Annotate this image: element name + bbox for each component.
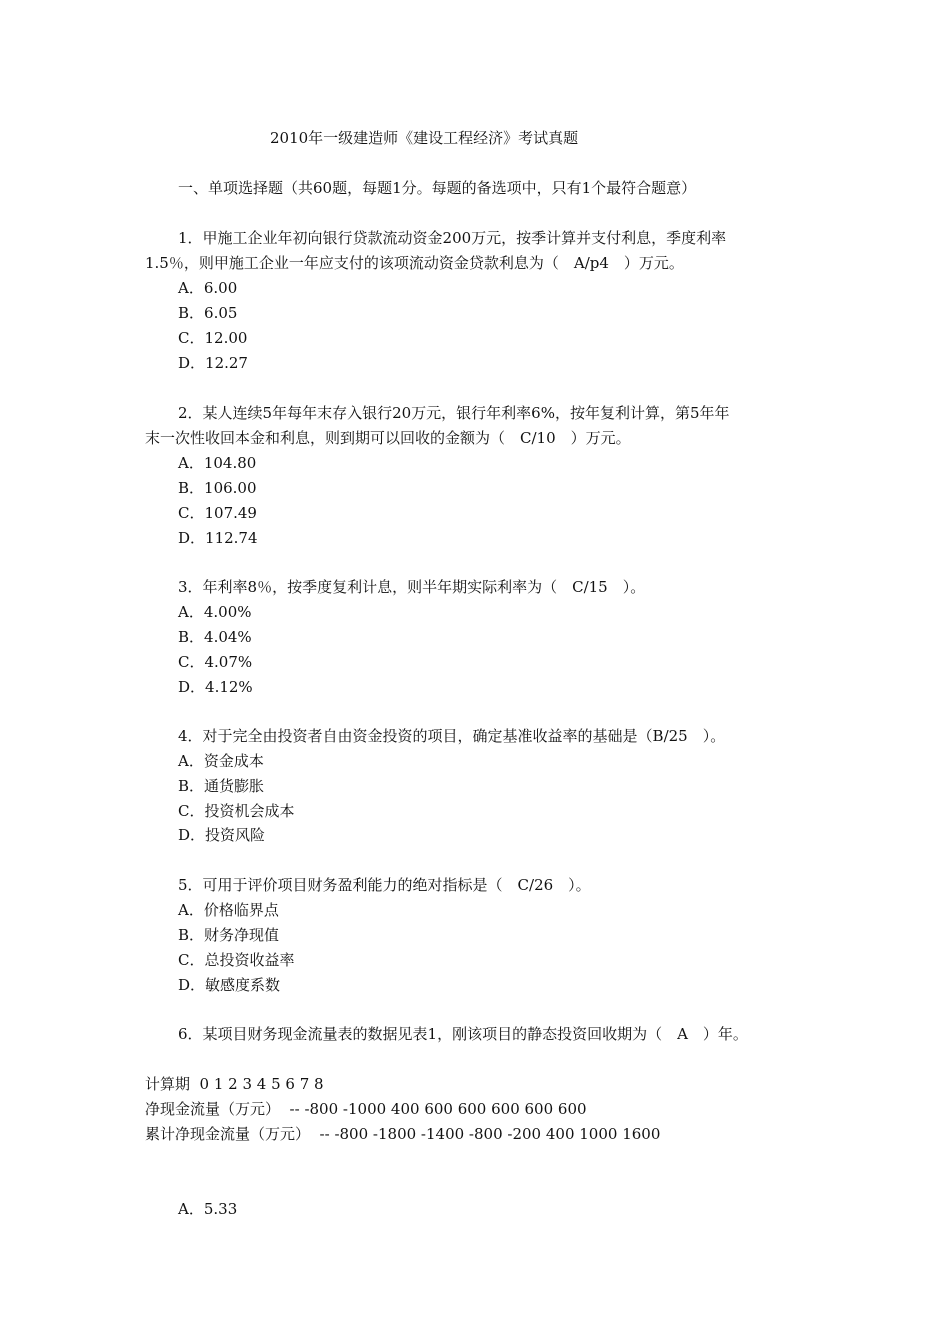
question-1-option-b: B．6.05	[178, 304, 238, 322]
question-4-option-c: C．投资机会成本	[178, 802, 295, 820]
question-6-text: 6．某项目财务现金流量表的数据见表1，刚该项目的静态投资回收期为（ A ）年。	[178, 1025, 748, 1043]
question-3-option-d: D．4.12%	[178, 678, 253, 696]
question-2-option-c: C．107.49	[178, 504, 257, 522]
question-5-text: 5．可用于评价项目财务盈利能力的绝对指标是（ C/26 ）。	[178, 876, 591, 894]
document-title: 2010年一级建造师《建设工程经济》考试真题	[270, 129, 579, 147]
question-6-option-a: A．5.33	[178, 1200, 238, 1218]
question-1-text: 1．甲施工企业年初向银行贷款流动资金200万元，按季计算并支付利息，季度利率	[178, 229, 727, 247]
section-heading: 一、单项选择题（共60题，每题1分。每题的备选项中，只有1个最符合题意）	[178, 179, 697, 197]
question-2-option-a: A．104.80	[178, 454, 257, 472]
question-4-option-b: B．通货膨胀	[178, 777, 265, 795]
question-1-option-a: A．6.00	[178, 279, 238, 297]
question-3-option-c: C．4.07%	[178, 653, 253, 671]
question-4-option-d: D．投资风险	[178, 826, 266, 844]
table-row-period: 计算期 0 1 2 3 4 5 6 7 8	[145, 1075, 324, 1093]
question-1-option-c: C．12.00	[178, 329, 248, 347]
question-4-option-a: A．资金成本	[178, 752, 264, 770]
question-3-option-a: A．4.00%	[178, 603, 252, 621]
question-5-option-a: A．价格临界点	[178, 901, 279, 919]
question-2-text-cont: 末一次性收回本金和利息，则到期可以回收的金额为（ C/10 ）万元。	[145, 429, 631, 447]
question-5-option-b: B．财务净现值	[178, 926, 280, 944]
question-2-option-b: B．106.00	[178, 479, 257, 497]
question-1-text-cont: 1.5％，则甲施工企业一年应支付的该项流动资金贷款利息为（ A/p4 ）万元。	[145, 254, 684, 272]
table-row-net-cash-flow: 净现金流量（万元） -- -800 -1000 400 600 600 600 600 600	[145, 1100, 587, 1118]
question-3-option-b: B．4.04%	[178, 628, 252, 646]
question-5-option-c: C．总投资收益率	[178, 951, 295, 969]
question-1-option-d: D．12.27	[178, 354, 248, 372]
table-row-cumulative-cash-flow: 累计净现金流量（万元） -- -800 -1800 -1400 -800 -200 400 1000 1600	[145, 1125, 661, 1143]
question-2-text: 2．某人连续5年每年末存入银行20万元，银行年利率6%，按年复利计算，第5年年	[178, 404, 730, 422]
question-3-text: 3．年利率8％，按季度复利计息，则半年期实际利率为（ C/15 ）。	[178, 578, 646, 596]
question-5-option-d: D．敏感度系数	[178, 976, 281, 994]
question-2-option-d: D．112.74	[178, 529, 258, 547]
question-4-text: 4．对于完全由投资者自由资金投资的项目，确定基准收益率的基础是（B/25 ）。	[178, 727, 726, 745]
